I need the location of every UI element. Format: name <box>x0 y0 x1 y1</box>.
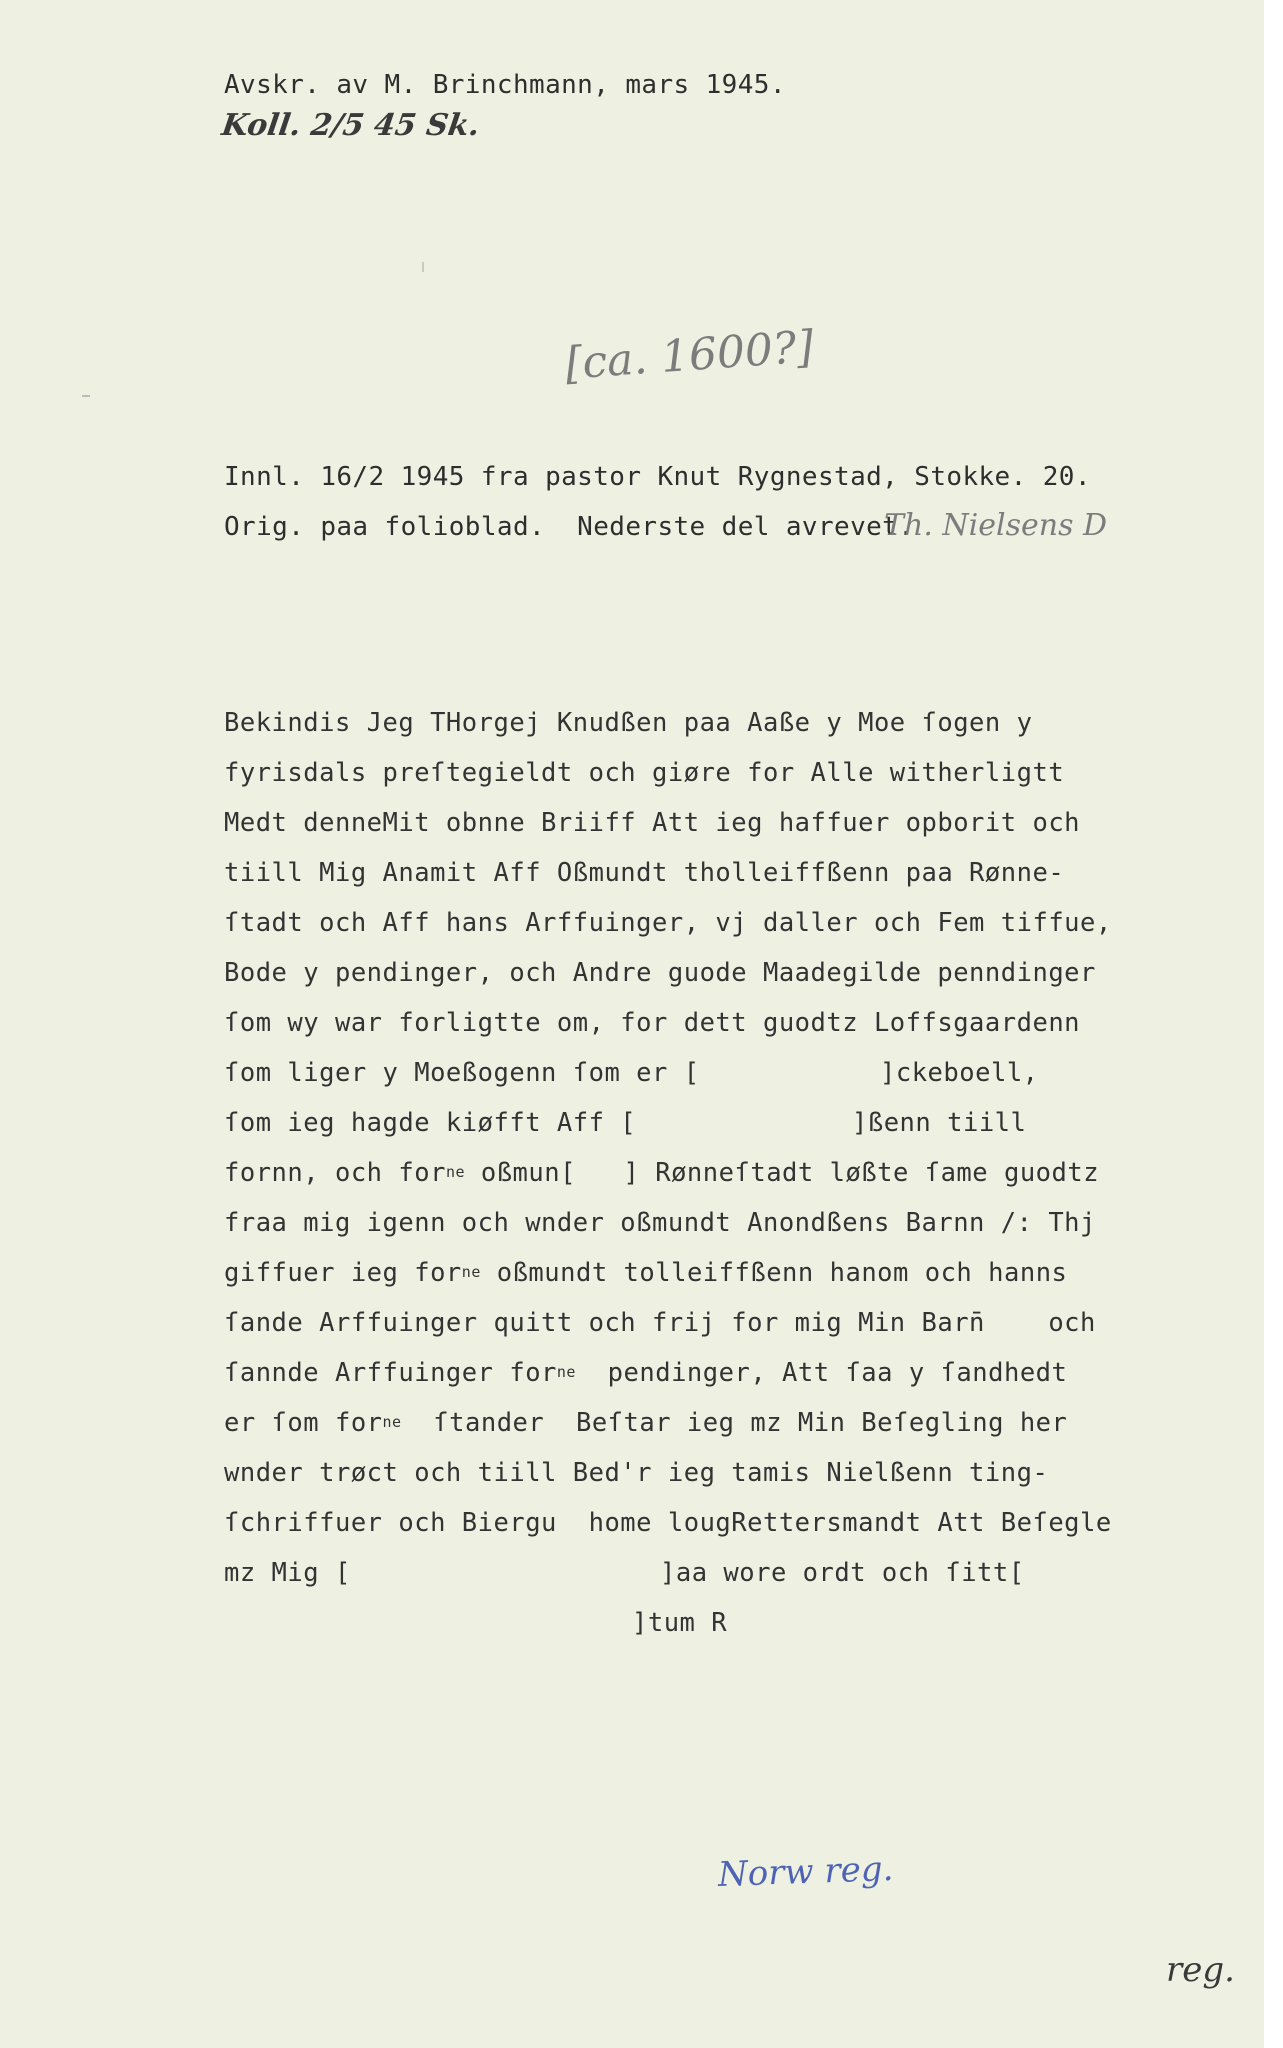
intro-line-1: Innl. 16/2 1945 fra pastor Knut Rygnestad, Stokke. 20. <box>224 462 1091 492</box>
body-line-18-start: mz Mig [ <box>224 1558 351 1588</box>
body-line-3: Medt denneMit obnne Briiff Att ieg haffuer opborit och <box>224 808 1081 838</box>
intro-hand-note: Th. Nielsens D <box>884 508 1108 543</box>
body-line-7: ſom wy war forligtte om, for dett guodtz Loffsgaardenn <box>224 1008 1081 1038</box>
body-line-16: wnder trøct och tiill Bed'r ieg tamis Nielßenn ting- <box>224 1458 1049 1488</box>
date-note: [ca. 1600?] <box>563 321 816 390</box>
body-line-8-start: ſom liger y Moeßogenn ſom er [ <box>224 1058 700 1088</box>
body-line-4: tiill Mig Anamit Aff Oßmundt tholleiffßenn paa Rønne- <box>224 858 1065 888</box>
body-line-8-end: ]ckeboell, <box>880 1058 1039 1088</box>
body-line-19: ]tum R <box>632 1608 728 1638</box>
body-line-13: ſande Arffuinger quitt och frij for mig Min Barn̄ och <box>224 1308 1096 1338</box>
body-line-1: Bekindis Jeg THorgej Knudßen paa Aaße y Moe ſogen y <box>224 708 1033 738</box>
body-line-10: fornn, och for$^{ne}$ oßmun[ ] Rønneſtadt løßte ſame guodtz <box>224 1158 1100 1188</box>
page-edge <box>1264 0 1283 2048</box>
koll-note: Koll. 2/5 45 Sk. <box>219 108 482 143</box>
body-line-2: fyrisdals preſtegieldt och giøre for Alle witherligtt <box>224 758 1065 788</box>
transcriber-line: Avskr. av M. Brinchmann, mars 1945. <box>224 70 786 100</box>
body-line-6: Bode y pendinger, och Andre guode Maadegilde penndinger <box>224 958 1096 988</box>
body-line-17: ſchriffuer och Biergu home lougRettersmandt Att Beſegle <box>224 1508 1112 1538</box>
superscript-ne: ne <box>556 1363 576 1381</box>
superscript-ne: ne <box>461 1263 481 1281</box>
superscript-ne: ne <box>382 1413 402 1431</box>
tick-mark <box>422 262 424 272</box>
tick-mark <box>82 395 90 397</box>
body-line-9-start: ſom ieg hagde kiøfft Aff [ <box>224 1108 637 1138</box>
body-line-18-end: ]aa wore ordt och ſitt[ <box>660 1558 1025 1588</box>
blue-hand-note: Norw reg. <box>717 1848 894 1896</box>
corner-note: reg. <box>1166 1950 1235 1990</box>
body-line-9-end: ]ßenn tiill <box>852 1108 1027 1138</box>
body-line-15: er ſom for$^{ne}$ ſtander Beſtar ieg mz Min Beſegling her <box>224 1408 1068 1438</box>
body-line-5: ſtadt och Aff hans Arffuinger, vj daller och Fem tiffue, <box>224 908 1112 938</box>
body-line-11: fraa mig igenn och wnder oßmundt Anondßens Barnn /: Thj <box>224 1208 1096 1238</box>
body-line-14: ſannde Arffuinger for$^{ne}$ pendinger, Att ſaa y ſandhedt <box>224 1358 1068 1388</box>
intro-line-2: Orig. paa folioblad. Nederste del avrevet. <box>224 512 915 542</box>
superscript-ne: ne <box>445 1163 465 1181</box>
body-line-12: giffuer ieg for$^{ne}$ oßmundt tolleiffßenn hanom och hanns <box>224 1258 1068 1288</box>
